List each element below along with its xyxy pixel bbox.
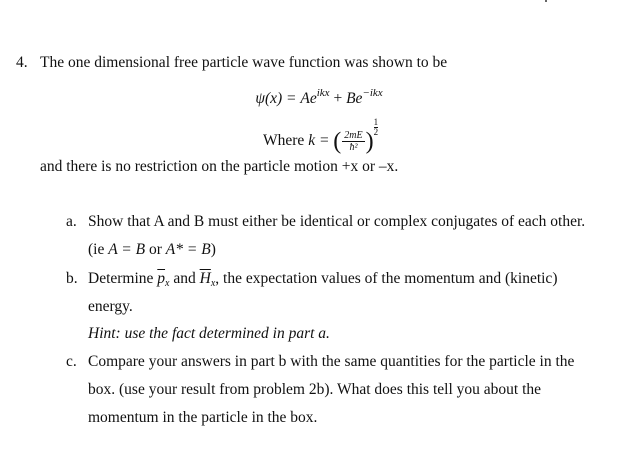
wf-term1: Ae <box>300 90 317 107</box>
k-denominator: ħ² <box>349 141 358 153</box>
part-a-math2: A* = B <box>165 241 211 258</box>
part-a-line2 <box>88 241 216 259</box>
part-c-line3: momentum in the particle in the box. <box>88 409 318 426</box>
energy-subscript: x <box>210 278 216 289</box>
wf-plus: + <box>329 90 347 107</box>
wave-function-equation <box>0 84 638 108</box>
part-a-label: a. <box>66 213 77 230</box>
part-c-line1: Compare your answers in part b with the same quantities for the particle in the <box>88 353 575 370</box>
momentum-symbol: $\overline{p}$ <box>157 270 166 287</box>
part-b-prefix: Determine <box>88 270 158 287</box>
restriction-text: and there is no restriction on the particle motion +x or –x. <box>40 158 399 175</box>
left-paren: ( <box>333 128 342 155</box>
k-exp-denominator: 2 <box>373 127 379 137</box>
part-a-prefix: (ie <box>88 241 109 258</box>
k-equals: k = <box>308 132 334 149</box>
question-number: 4. <box>16 54 28 71</box>
part-c-line2: box. (use your result from problem 2b). What does this tell you about the <box>88 381 542 398</box>
part-b-label: b. <box>66 270 78 287</box>
part-b-line2: energy. <box>88 298 133 315</box>
part-c-label: c. <box>66 353 77 370</box>
wf-lhs: ψ(x) = <box>255 90 301 107</box>
part-a-suffix: ) <box>210 241 216 258</box>
part-b-suffix: , the expectation values of the momentum and (kinetic) <box>215 270 558 287</box>
part-b-line1 <box>88 270 557 293</box>
k-fraction <box>342 130 364 153</box>
part-a-math1: A = B <box>108 241 146 258</box>
k-exponent <box>374 118 379 137</box>
k-definition <box>263 118 378 156</box>
momentum-subscript: x <box>165 278 170 289</box>
k-exp-numerator: 1 <box>373 117 379 127</box>
wf-term1-exp: ikx <box>316 87 330 99</box>
question-intro: The one dimensional free particle wave function was shown to be <box>40 54 448 71</box>
part-a-line1: Show that A and B must either be identical or complex conjugates of each other. <box>88 213 586 230</box>
energy-symbol: $\overline{H}$ <box>199 270 211 287</box>
k-numerator: 2mE <box>344 129 363 141</box>
wf-term2-exp: −ikx <box>362 87 383 99</box>
right-paren: ) <box>365 128 374 155</box>
where-label: Where <box>263 132 309 149</box>
part-b-hint: Hint: use the fact determined in part a. <box>88 325 330 342</box>
corner-mark <box>545 0 547 2</box>
wf-term2: Be <box>346 90 363 107</box>
part-a-or: or <box>145 241 166 258</box>
part-b-and: and <box>169 270 200 287</box>
